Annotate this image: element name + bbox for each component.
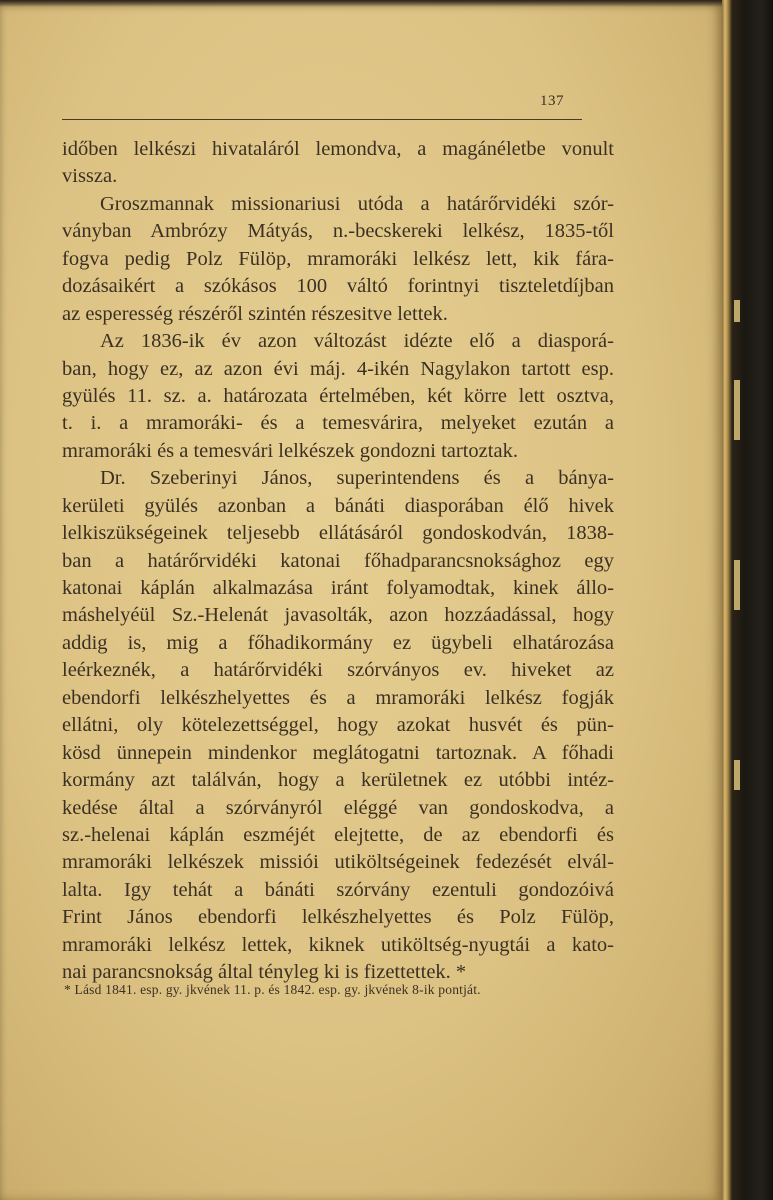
text-line: vissza. [62,165,118,188]
text-line: mramoráki lelkészek missiói utiköltségeinek fedezését elvál- [62,851,614,874]
spine-mark [734,760,740,790]
text-line: lalta. Igy tehát a bánáti szórvány ezentuli gondozóivá [62,878,614,901]
text-line: nai parancsnokság által tényleg ki is fizettettek. * [62,961,467,984]
page-number: 137 [540,93,564,109]
spine-mark [734,380,740,440]
text-line: mramoráki és a temesvári lelkészek gondozni tartoztak. [62,439,518,462]
book-spine [722,0,773,1200]
text-line: ellátni, oly kötelezettséggel, hogy azokat husvét és pün- [62,714,614,737]
text-line: Az 1836-ik év azon változást idézte elő a diasporá- [100,330,614,353]
text-line: kösd ünnepein mindenkor meglátogatni tartoznak. A főhadi [62,741,614,764]
text-line: időben lelkészi hivataláról lemondva, a magánéletbe vonult [62,138,614,160]
text-line: addig is, mig a főhadikormány ez ügybeli elhatározása [62,631,614,654]
text-line: fogva pedig Polz Fülöp, mramoráki lelkész lett, kik fára- [62,247,614,270]
text-line: leérkeznék, a határőrvidéki szórványos ev. hiveket az [62,659,614,682]
text-line: kormány azt találván, hogy a kerületnek ez utóbbi intéz- [62,769,614,792]
text-line: katonai káplán alkalmazása iránt folyamodtak, kinek állo- [62,577,614,600]
text-line: lelkiszükségeinek teljesebb ellátásáról gondoskodván, 1838- [62,522,614,545]
text-line: máshelyéül Sz.-Helenát javasolták, azon hozzáadással, hogy [62,604,614,627]
text-line: kedése által a szórványról eléggé van gondoskodva, a [62,796,614,819]
header-rule [62,119,582,120]
text-line: Frint János ebendorfi lelkészhelyettes és Polz Fülöp, [62,906,614,929]
text-line: ványban Ambrózy Mátyás, n.-becskereki lelkész, 1835-től [62,220,614,243]
text-line: ban, hogy ez, az azon évi máj. 4-ikén Nagylakon tartott esp. [62,357,614,380]
body-text [62,136,614,987]
text-line: az esperesség részéről szintén részesitve lettek. [62,302,448,325]
text-line: sz.-helenai káplán eszméjét elejtette, de az ebendorfi és [62,823,614,846]
text-line: dozásaikért a szókásos 100 váltó forintnyi tiszteletdíjban [62,275,614,298]
page-top-edge [0,0,722,7]
text-line: mramoráki lelkész lettek, kiknek utiköltség-nyugtái a kato- [62,933,614,956]
text-line: kerületi gyülés azonban a bánáti diasporában élő hivek [62,494,614,517]
footnote: * Lásd 1841. esp. gy. jkvének 11. p. és 1842. esp. gy. jkvének 8-ik pontját. [64,982,481,997]
text-line: ban a határőrvidéki katonai főhadparancsnoksághoz egy [62,549,614,572]
spine-mark [734,300,740,322]
text-line: gyülés 11. sz. a. határozata értelmében, két körre lett osztva, [62,384,614,407]
text-line: Groszmannak missionariusi utóda a határőrvidéki szór- [100,192,614,215]
spine-mark [734,560,740,610]
text-line: t. i. a mramoráki- és a temesvárira, melyeket ezután a [62,412,614,435]
text-line: Dr. Szeberinyi János, superintendens és a bánya- [100,467,614,490]
text-line: ebendorfi lelkészhelyettes és a mramoráki lelkész fogják [62,686,614,709]
